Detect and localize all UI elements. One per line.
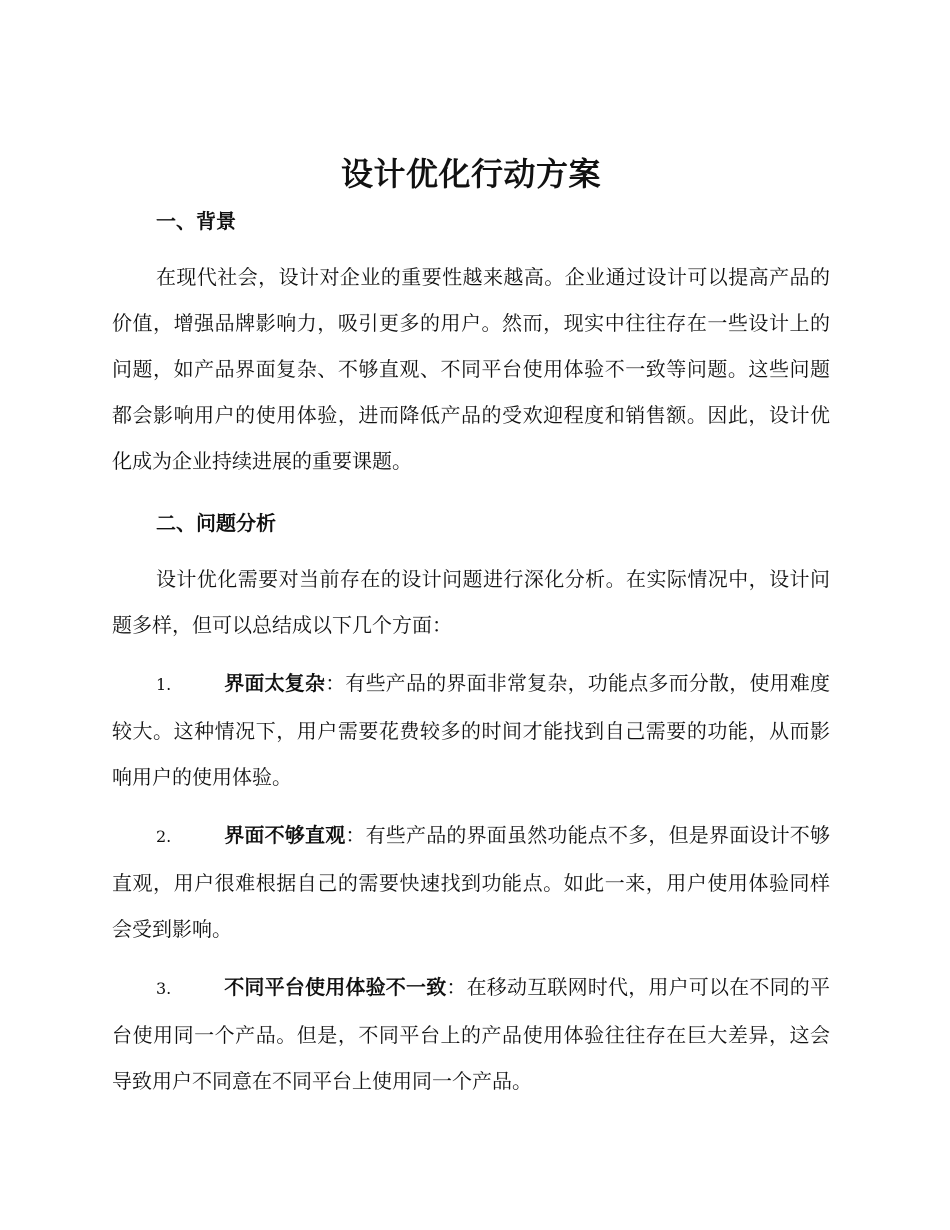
list-item-term: 界面太复杂 — [224, 671, 326, 695]
list-item-number: 3. — [156, 979, 172, 998]
list-item-complex-interface — [112, 660, 830, 800]
list-item-text: 有些产品的界面虽然功能点不多，但是界面设计不够直观，用户很难根据自己的需要快速找到功能点。如此一来，用户使用体验同样会受到影响。 — [112, 823, 831, 941]
list-item-inconsistent-platforms — [112, 964, 830, 1104]
list-item-separator: ： — [325, 671, 346, 695]
analysis-intro-paragraph: 设计优化需要对当前存在的设计问题进行深化分析。在实际情况中，设计问题多样，但可以总结成以下几个方面： — [112, 567, 830, 637]
section-heading-problem-analysis: 二、问题分析 — [156, 511, 276, 535]
document-title: 设计优化行动方案 — [340, 155, 601, 193]
list-item-text: 有些产品的界面非常复杂，功能点多而分散，使用难度较大。这种情况下，用户需要花费较多的时间才能找到自己需要的功能，从而影响用户的使用体验。 — [112, 671, 831, 789]
list-item-term: 界面不够直观 — [224, 823, 346, 847]
list-item-term: 不同平台使用体验不一致 — [224, 975, 447, 999]
background-paragraph: 在现代社会，设计对企业的重要性越来越高。企业通过设计可以提高产品的价值，增强品牌影响力，吸引更多的用户。然而，现实中往往存在一些设计上的问题，如产品界面复杂、不够直观、不同平台使用体验不一致等问题。这些问题都会影响用户的使用体验，进而降低产品的受欢迎程度和销售额。因此，设计优化成为企业持续进展的重要课题。 — [112, 265, 830, 473]
section-heading-background: 一、背景 — [156, 209, 236, 233]
list-item-number: 1. — [156, 675, 172, 694]
list-item-number: 2. — [156, 827, 172, 846]
list-item-text: 在移动互联网时代，用户可以在不同的平台使用同一个产品。但是，不同平台上的产品使用体验往往存在巨大差异，这会导致用户不同意在不同平台上使用同一个产品。 — [112, 975, 831, 1093]
document-page — [112, 150, 830, 1104]
list-item-separator: ： — [446, 975, 467, 999]
list-item-separator: ： — [345, 823, 366, 847]
list-item-unintuitive-interface — [112, 812, 830, 952]
